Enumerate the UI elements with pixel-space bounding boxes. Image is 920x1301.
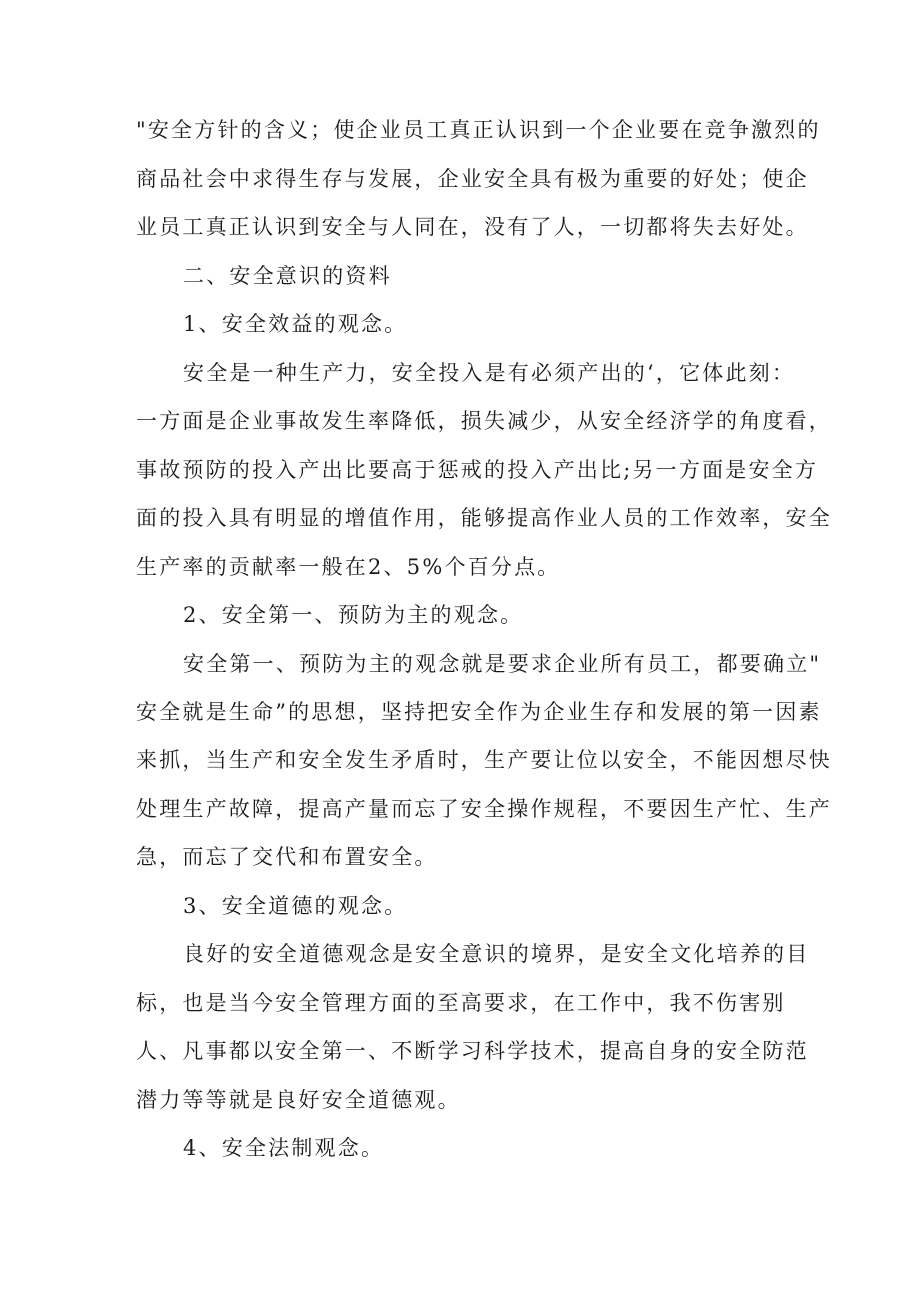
subheading: 4、安全法制观念。 (183, 1136, 385, 1160)
text-line: "安全方针的含义；使企业员工真正认识到一个企业要在竞争激烈的 (136, 118, 821, 142)
text-line: 安全就是生命”的思想，坚持把安全作为企业生存和发展的第一因素 (136, 700, 822, 724)
subheading: 2、安全第一、预防为主的观念。 (183, 603, 524, 627)
text-line: 业员工真正认识到安全与人同在，没有了人，一切都将失去好处。 (136, 215, 809, 239)
text-line: 生产率的贡献率一般在2、5%个百分点。 (136, 555, 561, 579)
text-line: 人、凡事都以安全第一、不断学习科学技术，提高自身的安全防范 (136, 1039, 809, 1063)
text-line: 来抓，当生产和安全发生矛盾时，生产要让位以安全，不能因想尽快 (136, 748, 832, 772)
text-line: 一方面是企业事故发生率降低，损失减少，从安全经济学的角度看， (136, 409, 832, 433)
text-line: 处理生产故障，提高产量而忘了安全操作规程，不要因生产忙、生产 (136, 797, 832, 821)
text-line: 良好的安全道德观念是安全意识的境界，是安全文化培养的目 (183, 942, 810, 966)
subheading: 3、安全道德的观念。 (183, 894, 408, 918)
section-heading: 二、安全意识的资料 (183, 264, 392, 288)
subheading: 1、安全效益的观念。 (183, 312, 408, 336)
text-line: 商品社会中求得生存与发展，企业安全具有极为重要的好处；使企 (136, 167, 809, 191)
text-line: 面的投入具有明显的增值作用，能够提高作业人员的工作效率，安全 (136, 506, 832, 530)
text-line: 安全是一种生产力，安全投入是有必须产出的‘，它体此刻： (183, 361, 796, 385)
text-line: 标，也是当今安全管理方面的至高要求，在工作中，我不伤害别 (136, 991, 786, 1015)
text-line: 事故预防的投入产出比要高于惩戒的投入产出比;另一方面是安全方 (136, 458, 819, 482)
text-line: 潜力等等就是良好安全道德观。 (136, 1088, 461, 1112)
text-line: 安全第一、预防为主的观念就是要求企业所有员工，都要确立" (183, 652, 822, 676)
text-line: 急，而忘了交代和布置安全。 (136, 845, 438, 869)
